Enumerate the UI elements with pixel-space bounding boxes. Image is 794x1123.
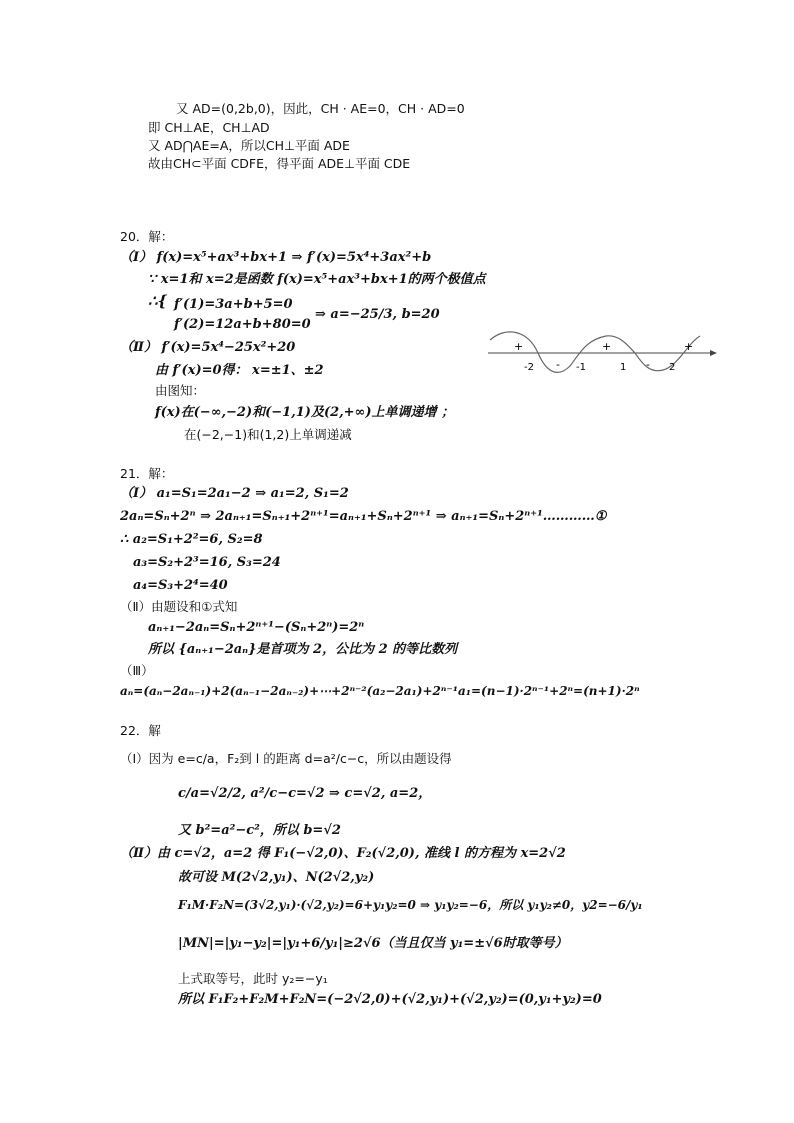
graph-sign-label: + [514,340,524,353]
q20-eq2: f′(2)=12a+b+80=0 [174,317,311,332]
q20-increasing: f(x)在(−∞,−2)和(−1,1)及(2,+∞)上单调递增 ； [155,405,455,420]
q19-line-2: 即 CH⊥AE，CH⊥AD [148,120,270,135]
q20-part2-derivative: （Ⅱ） f′(x)=5x⁴−25x²+20 [120,340,296,355]
graph-sign-label: + [684,340,694,353]
q22-solve-b: 又 b²=a²−c²，所以 b=√2 [178,823,341,838]
q22-dot-product: F₁M·F₂N=(3√2,y₁)·(√2,y₂)=6+y₁y₂=0 ⇒ y₁y₂=−6，所以 y₁y₂≠0，y2=−6/y₁ [178,898,643,912]
q20-brace: ∴{ [148,292,168,310]
q22-heading: 22．解 [120,723,161,738]
q20-extreme-points: ∵ x=1和 x=2是函数 f(x)=x⁵+ax³+bx+1的两个极值点 [148,272,486,287]
q20-decreasing: 在(−2,−1)和(1,2)上单调递减 [184,427,352,442]
graph-sign-label: - [556,358,560,371]
q19-line-4: 故由CH⊂平面 CDFE，得平面 ADE⊥平面 CDE [148,156,411,171]
q20-heading: 20．解： [120,229,174,244]
q21-part2-intro: （Ⅱ）由题设和①式知 [120,599,238,614]
q20-eq1: f′(1)=3a+b+5=0 [174,297,293,312]
q19-line-1: 又 AD=(0,2b,0)，因此，CH · AE=0，CH · AD=0 [176,101,465,116]
q22-equality: 上式取等号，此时 y₂=−y₁ [178,971,328,986]
graph-tick-label: -1 [576,362,586,373]
q22-points: 故可设 M(2√2,y₁)、N(2√2,y₂) [178,870,375,885]
q21-heading: 21．解： [120,466,174,481]
q22-part2-foci: （Ⅱ）由 c=√2，a=2 得 F₁(−√2,0)、F₂(√2,0), 准线 l 的方程为 x=2√2 [120,846,566,861]
q20-part1-derivative: （Ⅰ） f(x)=x⁵+ax³+bx+1 ⇒ f′(x)=5x⁴+3ax²+b [120,250,432,265]
q22-inequality: |MN|=|y₁−y₂|=|y₁+6/y₁|≥2√6（当且仅当 y₁=±√6时取等号） [178,936,568,951]
q21-part1-first-term: （Ⅰ） a₁=S₁=2a₁−2 ⇒ a₁=2, S₁=2 [120,486,349,501]
graph-tick-label: -2 [524,362,534,373]
q21-recurrence: 2aₙ=Sₙ+2ⁿ ⇒ 2aₙ₊₁=Sₙ₊₁+2ⁿ⁺¹=aₙ₊₁+Sₙ+2ⁿ⁺¹ ⇒ aₙ₊₁=Sₙ+2ⁿ⁺¹…………① [120,509,607,524]
derivative-sign-graph [488,328,718,376]
q21-a4: a₄=S₃+2⁴=40 [133,578,228,593]
q21-part3-label: （Ⅲ） [120,663,154,678]
graph-tick-label: 2 [669,362,676,373]
q19-line-3: 又 AD⋂AE=A，所以CH⊥平面 ADE [148,138,350,153]
graph-sign-label: - [646,358,650,371]
graph-tick-label: 1 [620,362,627,373]
q21-geometric: 所以 {aₙ₊₁−2aₙ}是首项为 2，公比为 2 的等比数列 [148,642,458,657]
q20-solution: ⇒ a=−25/3, b=20 [315,307,440,322]
q22-vector-sum: 所以 F₁F₂+F₂M+F₂N=(−2√2,0)+(√2,y₁)+(√2,y₂)=(0,y₁+y₂)=0 [178,992,602,1007]
q21-general-term: aₙ=(aₙ−2aₙ₋₁)+2(aₙ₋₁−2aₙ₋₂)+⋯+2ⁿ⁻²(a₂−2a₁)+2ⁿ⁻¹a₁=(n−1)·2ⁿ⁻¹+2ⁿ=(n+1)·2ⁿ [120,684,640,698]
graph-axis-arrow [710,350,717,356]
q21-difference: aₙ₊₁−2aₙ=Sₙ+2ⁿ⁺¹−(Sₙ+2ⁿ)=2ⁿ [148,620,365,635]
q20-roots: 由 f′(x)=0得： x=±1、±2 [155,363,324,378]
q21-a3: a₃=S₂+2³=16, S₃=24 [133,555,281,570]
q20-from-graph: 由图知： [155,383,206,398]
q21-a2: ∴ a₂=S₁+2²=6, S₂=8 [120,532,263,547]
q22-part1-intro: （Ⅰ）因为 e=c/a，F₂到 l 的距离 d=a²/c−c，所以由题设得 [120,751,452,766]
q22-solve-c-a: c/a=√2/2, a²/c−c=√2 ⇒ c=√2, a=2， [178,786,432,801]
graph-sign-label: + [602,340,612,353]
